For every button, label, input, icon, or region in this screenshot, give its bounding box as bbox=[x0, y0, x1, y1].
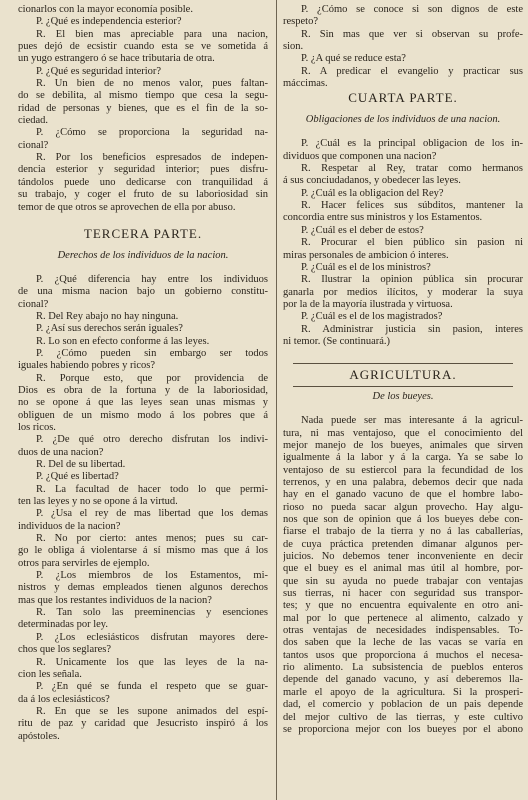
text-line: R. Administrar justicia sin pasion, interes bbox=[301, 323, 523, 335]
right-column bbox=[283, 4, 523, 736]
text-line: P. ¿Los eclesiásticos disfrutan mayores dere- bbox=[36, 631, 268, 643]
text-line: otras ventajas de necesidades indispensables. To- bbox=[283, 625, 523, 637]
section-heading: TERCERA PARTE. bbox=[83, 225, 203, 241]
text-line: dad, el comercio y poblacion de un pais depende bbox=[283, 699, 523, 711]
text-line: P. ¿Qué es seguridad interior? bbox=[36, 65, 162, 77]
text-line: R. Respetar al Rey, tratar como hermanos bbox=[301, 163, 523, 175]
text-line: R. En que se les supone animados del espí- bbox=[36, 705, 268, 717]
spacer bbox=[283, 126, 523, 138]
text-line: su trabajo, y coger el fruto de su laboriosidad sin bbox=[18, 189, 268, 201]
text-line: dividuos que componen una nacion? bbox=[283, 150, 437, 162]
text-line: P. ¿A qué se reduce esta? bbox=[301, 53, 406, 65]
text-line: P. ¿Cuál es la obligacion del Rey? bbox=[301, 187, 444, 199]
text-line: ten las leyes y no se opone á la virtud. bbox=[18, 496, 178, 508]
text-line: da á los eclesiásticos? bbox=[18, 693, 110, 705]
text-line: rioso no pueda sacar algun provecho. Hay algu- bbox=[283, 501, 523, 513]
text-line: tura, ni mas ventajoso, que el conocimiento del bbox=[283, 427, 523, 439]
text-line: depende del ganado vacuno, y así deberemos lla- bbox=[283, 674, 523, 686]
text-line: sus tierras, ni hacer con seguridad sus transpor- bbox=[283, 588, 523, 600]
text-line: igualmente á la labor y á la carga. Ya se sabe lo bbox=[283, 452, 523, 464]
text-line: se proporciona mejor con los bueyes por el abono bbox=[283, 723, 523, 735]
text-line: concordia entre sus ministros y los Estamentos. bbox=[283, 212, 483, 224]
section-subheading: Derechos de los individuos de la nacion. bbox=[57, 249, 229, 261]
text-line: por la de la mayoría ilustrada y virtuosa. bbox=[283, 298, 453, 310]
text-line: ridad de personas y bienes, que es el fin de la so- bbox=[18, 102, 268, 114]
spacer bbox=[283, 106, 523, 113]
text-line: obliguen de un mismo modo á los pobres que á bbox=[18, 409, 268, 421]
text-line: juicios. No debemos tener inconveniente en decir bbox=[283, 551, 523, 563]
text-line: R. Un bien de no menos valor, pues faltan- bbox=[36, 78, 268, 90]
text-line: Dios es obra de la fortuna y de la laboriosidad, bbox=[18, 384, 268, 396]
text-line: cionarlos con la mayor economía posible. bbox=[18, 4, 193, 15]
text-line: R. Lo son en efecto conforme á las leyes. bbox=[36, 335, 210, 347]
spacer bbox=[18, 242, 268, 249]
text-line: P. ¿Qué diferencia hay entre los individuos bbox=[36, 273, 268, 285]
text-line: iguales habiendo pobres y ricos? bbox=[18, 360, 156, 372]
text-line: no se opone á que las leyes sean unas mismas y bbox=[18, 397, 268, 409]
text-line: R. Unicamente los que las leyes de la na- bbox=[36, 656, 268, 668]
section-subheading: De los bueyes. bbox=[372, 391, 434, 403]
text-line: P. ¿Cuál es el de los magistrados? bbox=[301, 311, 443, 323]
text-line: mejor manejo de los bueyes, animales que sirven bbox=[283, 439, 523, 451]
text-line: ventajoso de su estiercol para la fecundidad de los bbox=[283, 464, 523, 476]
text-line: ganarla por medios ilícitos, y moderar la suya bbox=[283, 286, 523, 298]
text-line: temor de que otros se aprovechen de ella por abuso. bbox=[18, 201, 236, 213]
section-heading: AGRICULTURA. bbox=[349, 367, 457, 383]
text-line: P. ¿Así sus derechos serán iguales? bbox=[36, 323, 183, 335]
section-rule bbox=[293, 386, 513, 387]
spacer bbox=[283, 403, 523, 415]
text-line: P. ¿Cuál es la principal obligacion de los in- bbox=[301, 138, 523, 150]
text-line: rio alimento. La subsistencia de pueblos enteros bbox=[283, 662, 523, 674]
text-line: P. ¿Cómo se conoce si son dignos de este bbox=[301, 4, 523, 15]
text-line: otros para servirles de ejemplo. bbox=[18, 557, 150, 569]
text-line: P. ¿Los miembros de los Estamentos, mi- bbox=[36, 570, 268, 582]
text-line: R. Tan solo las preeminencias y esenciones bbox=[36, 607, 268, 619]
text-line: dos saben que la leche de las vacas se varía en bbox=[283, 637, 523, 649]
text-line: R. A predicar el evangelio y practicar sus bbox=[301, 65, 523, 77]
text-line: á sus conciudadanos, y obedecer las leyes. bbox=[283, 175, 461, 187]
text-line: cional? bbox=[18, 139, 49, 151]
text-line: terrenos, y en una palabra, debemos decir que nada bbox=[283, 476, 523, 488]
text-line: nistros y demas empleados tienen algunos derechos bbox=[18, 582, 268, 594]
text-line: sion. bbox=[283, 41, 304, 53]
text-line: P. ¿Qué es libertad? bbox=[36, 471, 119, 483]
text-line: ciedad. bbox=[18, 115, 49, 127]
text-line: dencia esterior y seguridad interior; pues disfru- bbox=[18, 164, 268, 176]
text-line: de cuya práctica pretenden dimanar algunos per- bbox=[283, 538, 523, 550]
text-line: cion les señala. bbox=[18, 668, 82, 680]
text-line: tándolos puede uno dedicarse con tranquilidad á bbox=[18, 176, 268, 188]
text-line: P. ¿De qué otro derecho disfrutan los indivi- bbox=[36, 434, 268, 446]
text-line: hay en el ganado vacuno de que el hombre labo- bbox=[283, 489, 523, 501]
column-divider bbox=[276, 0, 277, 800]
text-line: R. No por cierto: antes menos; pues su car- bbox=[36, 533, 268, 545]
text-line: tantos usos que proporciona á muchos el necesa- bbox=[283, 649, 523, 661]
text-line: R. La facultad de hacer todo lo que permi- bbox=[36, 483, 268, 495]
text-line: ritu de paz y caridad que Jesucristo inspiró á los bbox=[18, 718, 268, 730]
text-line: duos de una nacion? bbox=[18, 446, 104, 458]
text-line: mas que los restantes individuos de la nacion? bbox=[18, 594, 212, 606]
text-line: mal por lo que pertenece al alimento, calzado y bbox=[283, 612, 523, 624]
section-heading: CUARTA PARTE. bbox=[348, 90, 458, 106]
text-line: determinadas por ley. bbox=[18, 619, 108, 631]
text-line: P. ¿En qué se funda el respeto que se guar- bbox=[36, 681, 268, 693]
text-line: P. ¿Cuál es el deber de estos? bbox=[301, 224, 424, 236]
text-line: chos que los seglares? bbox=[18, 644, 112, 656]
text-line: tes; y que no encuentra equivalente en otro ani- bbox=[283, 600, 523, 612]
text-line: R. Del de su libertad. bbox=[36, 459, 126, 470]
text-line: do se debilita, al mismo tiempo que cesa la segu- bbox=[18, 90, 268, 102]
text-line: P. ¿Qué es independencia esterior? bbox=[36, 16, 182, 28]
text-line: apóstoles. bbox=[18, 730, 60, 742]
text-line: P. ¿Usa el rey de mas libertad que los demas bbox=[36, 508, 268, 520]
text-line: miras personales de ambicion ó interes. bbox=[283, 249, 449, 261]
text-line: que sin su ayuda no puede trabajar con ventajas bbox=[283, 575, 523, 587]
text-line: de una misma nacion bajo un gobierno constitu- bbox=[18, 286, 268, 298]
text-line: R. Procurar el bien público sin pasion ni bbox=[301, 237, 523, 249]
text-line: pues dejó de ecsistir cuando esta se ve sometida á bbox=[18, 41, 268, 53]
text-line: R. Ilustrar la opinion pública sin procurar bbox=[301, 274, 523, 286]
text-line: R. Porque esto, que por providencia de bbox=[36, 372, 268, 384]
spacer bbox=[18, 214, 268, 226]
text-line: que el buey es el animal mas útil al hombre, por- bbox=[283, 563, 523, 575]
text-line: nos que son de opinion que á los bueyes debe con- bbox=[283, 514, 523, 525]
text-line: R. Sin mas que ver si observan su profe- bbox=[301, 28, 523, 40]
spacer bbox=[18, 262, 268, 274]
text-line: fiarse el trabajo de la tierra y no á las caballerías, bbox=[283, 526, 523, 538]
text-line: un yugo estrangero ó se hace tributaria de otra. bbox=[18, 53, 215, 65]
text-line: individuos de la nacion? bbox=[18, 520, 121, 532]
text-line: P. ¿Cómo se proporciona la seguridad na- bbox=[36, 127, 268, 139]
text-line: P. ¿Cuál es el de los ministros? bbox=[301, 261, 431, 273]
text-line: ni temor. (Se continuará.) bbox=[283, 335, 391, 347]
text-line: respeto? bbox=[283, 16, 318, 28]
text-line: del mejor cultivo de las tierras, y este cultivo bbox=[283, 711, 523, 723]
text-line: Nada puede ser mas interesante á la agricul- bbox=[301, 415, 523, 427]
text-line: los ricos. bbox=[18, 421, 56, 433]
section-rule bbox=[293, 363, 513, 364]
text-line: R. Hacer felices sus súbditos, mantener la bbox=[301, 200, 523, 212]
spacer bbox=[283, 348, 523, 360]
text-line: cional? bbox=[18, 298, 49, 310]
text-line: R. Del Rey abajo no hay ninguna. bbox=[36, 310, 179, 322]
text-line: R. Por los beneficios espresados de indepen- bbox=[36, 152, 268, 164]
left-column bbox=[18, 4, 268, 743]
text-line: P. ¿Cómo pueden sin embargo ser todos bbox=[36, 347, 268, 359]
section-subheading: Obligaciones de los individuos de una nacion. bbox=[305, 114, 501, 126]
text-line: R. El bien mas apreciable para una nacion, bbox=[36, 28, 268, 40]
text-line: go le obliga á violentarse á sí mismo mas que á los bbox=[18, 545, 268, 557]
text-line: máccimas. bbox=[283, 78, 328, 90]
text-line: marle el apoyo de la agricultura. Si la prosperi- bbox=[283, 686, 523, 698]
